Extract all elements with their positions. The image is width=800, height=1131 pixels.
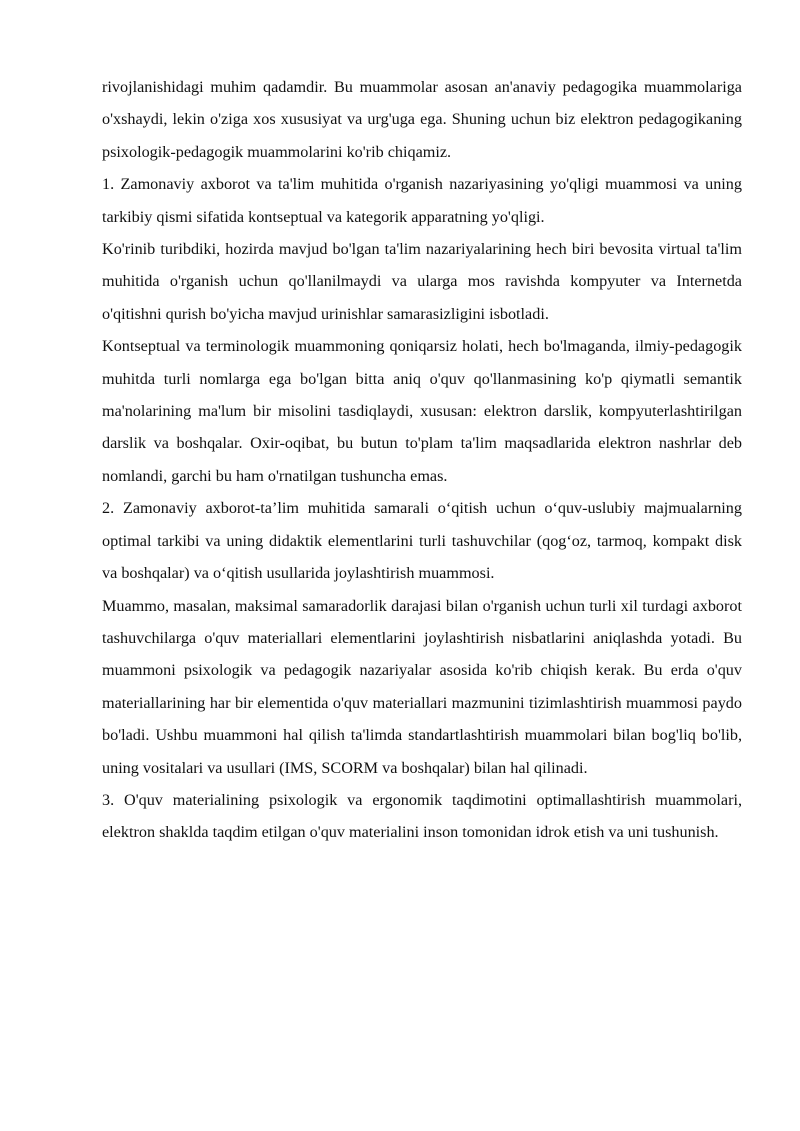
paragraph-problem-1-terminology: Kontseptual va terminologik muammoning qoniqarsiz holati, hech bo'lmaganda, ilmiy-pedagogik muhitda turli nomlarga ega bo'lgan bitta aniq o'quv qo'llanmasining ko'p qiymatli semantik ma'nolarining ma'lum bir misolini tasdiqlaydi, xususan: elektron darslik, kompyuterlashtirilgan darslik va boshqalar. Oxir-oqibat, bu butun to'plam ta'lim maqsadlarida elektron nashrlar deb nomlandi, garchi bu ham o'rnatilgan tushuncha emas. [102,337,742,485]
paragraph-problem-3: 3. O'quv materialining psixologik va ergonomik taqdimotini optimallashtirish muammolari, elektron shaklda taqdim etilgan o'quv materialini inson tomonidan idrok etish va uni tushunish. [102,790,742,842]
paragraph-problem-1: 1. Zamonaviy axborot va ta'lim muhitida o'rganish nazariyasining yo'qligi muammosi va uning tarkibiy qismi sifatida kontseptual va kategorik apparatning yo'qligi. [102,175,742,226]
paragraph-problem-1-explanation: Ko'rinib turibdiki, hozirda mavjud bo'lgan ta'lim nazariyalarining hech biri bevosita virtual ta'lim muhitida o'rganish uchun qo'llanilmaydi va ularga mos ravishda kompyuter va Internetda o'qitishni qurish bo'yicha mavjud urinishlar samarasizligini isbotladi. [102,240,742,323]
document-page [102,71,742,849]
paragraph-problem-2: 2. Zamonaviy axborot-ta’lim muhitida samarali o‘qitish uchun o‘quv-uslubiy majmualarning optimal tarkibi va uning didaktik elementlarini turli tashuvchilar (qog‘oz, tarmoq, kompakt disk va boshqalar) va o‘qitish usullarida joylashtirish muammosi. [102,499,742,583]
paragraph-intro-continuation: rivojlanishidagi muhim qadamdir. Bu muammolar asosan an'anaviy pedagogika muammolariga o'xshaydi, lekin o'ziga xos xususiyat va urg'uga ega. Shuning uchun biz elektron pedagogikaning psixologik-pedagogik muammolarini ko'rib chiqamiz. [102,78,742,161]
paragraph-problem-2-explanation: Muammo, masalan, maksimal samaradorlik darajasi bilan o'rganish uchun turli xil turdagi axborot tashuvchilarga o'quv materiallari elementlarini joylashtirish nisbatlarini aniqlashda yotadi. Bu muammoni psixologik va pedagogik nazariyalar asosida ko'rib chiqish kerak. Bu erda o'quv materiallarining har bir elementida o'quv materiallari mazmunini tizimlashtirish muammosi paydo bo'ladi. Ushbu muammoni hal qilish ta'limda standartlashtirish muammolari bilan bog'liq bo'lib, uning vositalari va usullari (IMS, SCORM va boshqalar) bilan hal qilinadi. [102,596,742,777]
